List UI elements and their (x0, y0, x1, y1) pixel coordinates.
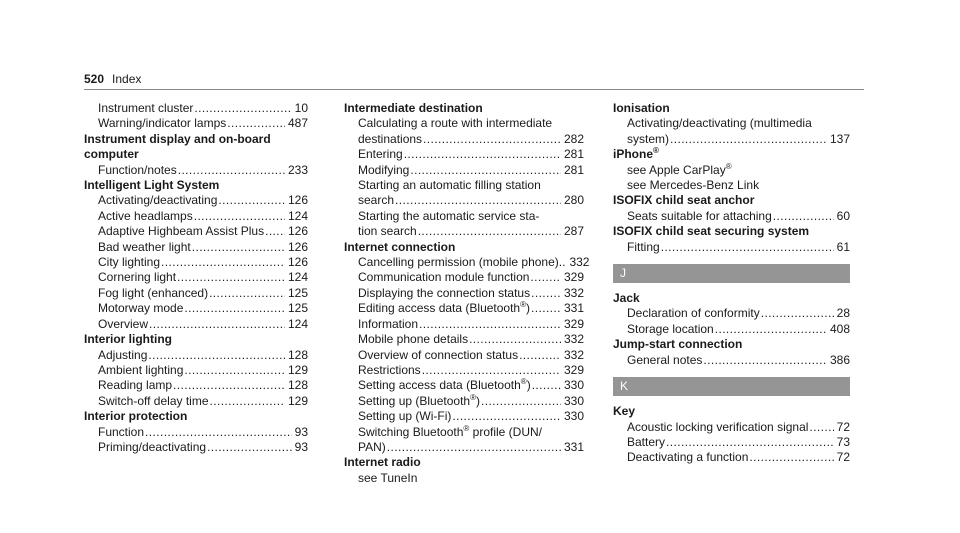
entry-text: Interior lighting (84, 332, 172, 347)
index-heading (613, 291, 850, 306)
entry-label: Active headlamps (98, 208, 193, 223)
entry-label-group (627, 353, 702, 368)
index-entry (613, 240, 850, 255)
index-entry (344, 163, 584, 178)
leader-dots (703, 353, 827, 368)
leader-dots (145, 425, 292, 440)
index-heading (613, 101, 850, 116)
page-ref: 28 (836, 306, 850, 321)
entry-label: Switch-off delay time (98, 393, 209, 408)
page-ref: 124 (287, 316, 308, 331)
index-subentry (344, 178, 584, 193)
entry-label: Adjusting (98, 347, 148, 362)
entry-text: Activating/deactivating (multimedia (627, 116, 812, 131)
page-ref: 330 (563, 378, 584, 393)
leader-dots (715, 322, 827, 337)
entry-label: Declaration of conformity (627, 306, 760, 321)
page-ref: 129 (287, 362, 308, 377)
index-subentry (344, 209, 584, 224)
page-ref: 126 (287, 255, 308, 270)
page-ref: 332 (563, 332, 584, 347)
index-entry (344, 332, 584, 347)
page-ref: 124 (287, 208, 308, 223)
entry-label: Deactivating a function (627, 450, 749, 465)
index-entry (344, 193, 584, 208)
entry-label-group (98, 348, 147, 363)
index-entry (344, 363, 584, 378)
leader-dots (761, 306, 834, 321)
page-ref: 329 (563, 270, 584, 285)
leader-dots (661, 240, 834, 255)
entry-text: Calculating a route with intermediate (358, 116, 553, 131)
index-entry (344, 224, 584, 239)
index-entry (344, 378, 584, 393)
leader-dots (773, 209, 834, 224)
leader-dots (161, 255, 285, 270)
page-ref: 124 (287, 270, 308, 285)
leader-dots (218, 193, 285, 208)
entry-label: Setting up (Wi-Fi) (358, 409, 452, 424)
index-entry (344, 394, 584, 409)
entry-label-group (627, 209, 772, 224)
index-entry (84, 240, 308, 255)
entry-label-group (98, 378, 172, 393)
index-entry (84, 209, 308, 224)
entry-label: Reading lamp (98, 378, 173, 393)
leader-dots (531, 286, 561, 301)
page-ref: 60 (836, 208, 850, 223)
leader-dots (531, 301, 561, 316)
page-ref: 487 (287, 116, 308, 131)
leader-dots (194, 209, 285, 224)
index-subentry (344, 471, 584, 486)
entry-label-group (358, 409, 451, 424)
page-ref: 332 (563, 347, 584, 362)
index-entry (84, 363, 308, 378)
index-letter-band (613, 264, 850, 283)
page-ref: 126 (287, 193, 308, 208)
entry-text: Internet radio (344, 455, 421, 470)
index-letter: J (620, 266, 626, 281)
registered-mark: ® (520, 377, 527, 387)
entry-label-group (358, 394, 480, 409)
index-entry (84, 348, 308, 363)
entry-label: General notes (627, 352, 703, 367)
index-entry (84, 116, 308, 131)
page-ref: 125 (287, 285, 308, 300)
section-title: Index (112, 72, 142, 86)
index-entry (84, 163, 308, 178)
entry-label-group (627, 435, 665, 450)
index-entry (613, 435, 850, 450)
index-entry (344, 317, 584, 332)
index-entry (613, 132, 850, 147)
leader-dots (395, 193, 561, 208)
index-entry (84, 394, 308, 409)
leader-dots (227, 116, 285, 131)
entry-text: ISOFIX child seat securing system (613, 224, 810, 239)
index-column-2 (344, 101, 590, 486)
entry-label-group (627, 306, 760, 321)
entry-label-group (358, 317, 418, 332)
entry-label: Mobile phone details (358, 332, 469, 347)
index-entry (84, 378, 308, 393)
page-ref: 330 (563, 393, 584, 408)
entry-label-group (98, 209, 193, 224)
leader-dots (209, 286, 285, 301)
entry-text: Key (613, 404, 636, 419)
index-entry (344, 301, 584, 316)
leader-dots (210, 394, 285, 409)
leader-dots (422, 363, 561, 378)
page-ref: 126 (287, 224, 308, 239)
leader-dots (419, 317, 561, 332)
index-entry (344, 132, 584, 147)
entry-text: Internet connection (344, 239, 456, 254)
leader-dots (670, 132, 827, 147)
entry-label: Function/notes (98, 162, 177, 177)
entry-label-group (98, 270, 176, 285)
entry-label: Bad weather light (98, 239, 191, 254)
leader-dots (410, 163, 561, 178)
entry-label-group (358, 440, 386, 455)
index-entry (84, 301, 308, 316)
page-ref: 330 (563, 409, 584, 424)
entry-label: Overview of connection status (358, 347, 519, 362)
entry-label: tion search (358, 224, 417, 239)
page-ref: 128 (287, 378, 308, 393)
entry-label: Seats suitable for attaching (627, 208, 772, 223)
page-ref: 287 (563, 224, 584, 239)
leader-dots (387, 440, 561, 455)
entry-label: Instrument cluster (98, 101, 194, 115)
index-entry (344, 270, 584, 285)
page-ref: 332 (563, 285, 584, 300)
index-heading (84, 332, 308, 347)
leader-dots (469, 332, 561, 347)
entry-label: Overview (98, 316, 149, 331)
page-ref: 125 (287, 301, 308, 316)
index-entry (84, 255, 308, 270)
entry-label-group (627, 322, 714, 337)
entry-text: Jump-start connection (613, 337, 743, 352)
entry-text-suffix: profile (DUN/ (469, 424, 542, 439)
entry-label-group (358, 224, 417, 239)
leader-dots (184, 301, 285, 316)
page-ref: 332 (569, 255, 590, 270)
leader-dots (265, 224, 285, 239)
page-ref: 329 (563, 362, 584, 377)
entry-label: Function (98, 424, 145, 439)
page-ref: 408 (829, 321, 850, 336)
page-ref: 233 (287, 162, 308, 177)
entry-text: Starting an automatic filling station (358, 178, 541, 193)
leader-dots (666, 435, 834, 450)
index-entry (84, 193, 308, 208)
leader-dots (149, 317, 285, 332)
entry-label-group (358, 193, 394, 208)
registered-mark: ® (470, 392, 476, 402)
leader-dots (749, 450, 833, 465)
index-entry (613, 306, 850, 321)
index-subentry (344, 116, 584, 131)
entry-text: ISOFIX child seat anchor (613, 193, 755, 208)
entry-label: destinations (358, 131, 423, 146)
entry-label-suffix: ) (475, 393, 480, 408)
entry-text: computer (84, 147, 139, 162)
entry-label: Editing access data (Bluetooth (358, 301, 521, 316)
entry-text: see Mercedes-Benz Link (627, 178, 760, 193)
entry-label: system) (627, 131, 669, 146)
leader-dots (809, 420, 833, 435)
page-ref: 280 (563, 193, 584, 208)
page-ref: 73 (836, 434, 850, 449)
index-entry (344, 255, 590, 270)
index-heading (613, 224, 850, 239)
index-entry (344, 440, 584, 455)
entry-label: Warning/indicator lamps (98, 116, 227, 131)
index-entry (84, 317, 308, 332)
entry-label-group (358, 363, 421, 378)
leader-dots (177, 270, 285, 285)
registered-mark: ® (653, 146, 659, 156)
entry-label: Cancelling permission (mobile phone).. (358, 255, 566, 270)
entry-label-suffix: ) (526, 378, 531, 393)
page-ref: 129 (287, 393, 308, 408)
index-column-3 (613, 101, 850, 466)
leader-dots (418, 224, 561, 239)
entry-label-group (98, 440, 206, 455)
entry-label: Setting access data (Bluetooth (358, 378, 521, 393)
entry-label: Activating/deactivating (98, 193, 218, 208)
entry-label-group (627, 420, 808, 435)
entry-label-group (358, 301, 530, 316)
registered-mark: ® (725, 161, 732, 171)
registered-mark: ® (463, 423, 470, 433)
index-heading (344, 101, 584, 116)
entry-label: Information (358, 316, 419, 331)
leader-dots (178, 163, 285, 178)
index-entry (84, 286, 308, 301)
leader-dots (530, 270, 561, 285)
page-ref: 331 (563, 439, 584, 454)
page-ref: 282 (563, 131, 584, 146)
index-entry (344, 409, 584, 424)
index-subentry (613, 116, 850, 131)
entry-label-group (358, 348, 518, 363)
index-letter-band (613, 377, 850, 396)
page-ref: 331 (563, 301, 584, 316)
entry-label-group (358, 270, 529, 285)
entry-text: Starting the automatic service sta- (358, 208, 540, 223)
index-heading (613, 193, 850, 208)
entry-label-group (358, 132, 422, 147)
index-heading (344, 240, 584, 255)
entry-label: Restrictions (358, 362, 421, 377)
index-entry (84, 440, 308, 455)
entry-label-group (98, 286, 208, 301)
page-ref: 137 (829, 131, 850, 146)
leader-dots (184, 363, 285, 378)
entry-label-group (98, 240, 191, 255)
leader-dots (192, 240, 285, 255)
entry-label: Priming/deactivating (98, 439, 207, 454)
entry-label: Adaptive Highbeam Assist Plus (98, 224, 265, 239)
entry-text: iPhone (613, 147, 654, 162)
leader-dots (532, 378, 561, 393)
index-entry (613, 450, 850, 465)
entry-label: Fitting (627, 239, 660, 254)
entry-label: Modifying (358, 162, 410, 177)
index-letter: K (620, 379, 629, 394)
entry-label: Fog light (enhanced) (98, 285, 209, 300)
entry-text: Interior protection (84, 409, 188, 424)
leader-dots (452, 409, 561, 424)
index-entry (84, 224, 308, 239)
entry-text: Intelligent Light System (84, 178, 220, 193)
entry-label: Motorway mode (98, 301, 184, 316)
page-ref: 329 (563, 316, 584, 331)
leader-dots (404, 147, 561, 162)
entry-label-group (627, 450, 748, 465)
index-heading (84, 147, 308, 162)
page-ref: 126 (287, 239, 308, 254)
page-ref: 93 (294, 424, 308, 439)
index-heading (84, 178, 308, 193)
entry-label-group (98, 224, 264, 239)
index-heading (613, 337, 850, 352)
entry-label: Displaying the connection status (358, 285, 531, 300)
entry-label: Cornering light (98, 270, 177, 285)
entry-label-group (358, 286, 530, 301)
page-ref: 281 (563, 162, 584, 177)
leader-dots (148, 348, 285, 363)
registered-mark: ® (520, 300, 527, 310)
entry-label: search (358, 193, 395, 208)
leader-dots (423, 132, 561, 147)
leader-dots (519, 348, 561, 363)
index-heading (344, 455, 584, 470)
page-ref: 10 (294, 101, 308, 115)
index-subentry (613, 178, 850, 193)
index-entry (84, 270, 308, 285)
index-entry (613, 420, 850, 435)
page-header (84, 72, 141, 86)
index-entry (84, 425, 308, 440)
entry-label-group (98, 163, 177, 178)
index-heading (84, 409, 308, 424)
entry-label-suffix: ) (526, 301, 531, 316)
entry-label-group (627, 240, 660, 255)
page-number: 520 (84, 72, 105, 86)
page-ref: 386 (829, 352, 850, 367)
entry-label-group (358, 255, 565, 270)
entry-label-group (358, 147, 403, 162)
entry-label: Ambient lighting (98, 362, 184, 377)
leader-dots (173, 378, 285, 393)
index-entry (344, 147, 584, 162)
page-ref: 281 (563, 147, 584, 162)
leader-dots (194, 101, 291, 116)
index-entry (613, 209, 850, 224)
entry-label-group (98, 301, 183, 316)
entry-label-group (98, 425, 144, 440)
index-entry (344, 348, 584, 363)
page-ref: 61 (836, 239, 850, 254)
index-heading (613, 147, 850, 162)
entry-label-group (358, 163, 409, 178)
entry-label: Communication module function (358, 270, 530, 285)
entry-label: Entering (358, 147, 403, 162)
header-rule (84, 89, 864, 90)
entry-label-group (98, 116, 226, 131)
entry-text: see TuneIn (358, 470, 418, 485)
page-ref: 72 (836, 419, 850, 434)
entry-label: Acoustic locking verification signal (627, 419, 809, 434)
entry-label: Storage location (627, 321, 714, 336)
page-ref: 93 (294, 439, 308, 454)
entry-text: Intermediate destination (344, 101, 483, 115)
entry-label: Battery (627, 434, 666, 449)
entry-label: PAN) (358, 439, 386, 454)
entry-label-group (98, 101, 193, 116)
index-heading (84, 132, 308, 147)
index-column-1 (84, 101, 308, 455)
entry-text: Ionisation (613, 101, 670, 115)
page-ref: 128 (287, 347, 308, 362)
index-subentry (344, 425, 584, 440)
index-entry (84, 101, 308, 116)
entry-label: City lighting (98, 255, 161, 270)
index-entry (613, 353, 850, 368)
entry-text: Jack (613, 291, 640, 306)
entry-label-group (98, 317, 148, 332)
entry-label-group (98, 193, 217, 208)
index-entry (344, 286, 584, 301)
entry-label: Setting up (Bluetooth (358, 393, 471, 408)
entry-label-group (627, 132, 669, 147)
entry-text: see Apple CarPlay (627, 162, 726, 177)
entry-label-group (358, 378, 531, 393)
entry-text: Switching Bluetooth (358, 424, 464, 439)
leader-dots (207, 440, 292, 455)
index-subentry (613, 163, 850, 178)
page-ref: 72 (836, 450, 850, 465)
entry-label-group (98, 363, 183, 378)
entry-label-group (98, 394, 209, 409)
entry-label-group (98, 255, 160, 270)
index-heading (613, 404, 850, 419)
entry-label-group (358, 332, 468, 347)
entry-text: Instrument display and on-board (84, 131, 271, 146)
index-entry (613, 322, 850, 337)
leader-dots (481, 394, 561, 409)
